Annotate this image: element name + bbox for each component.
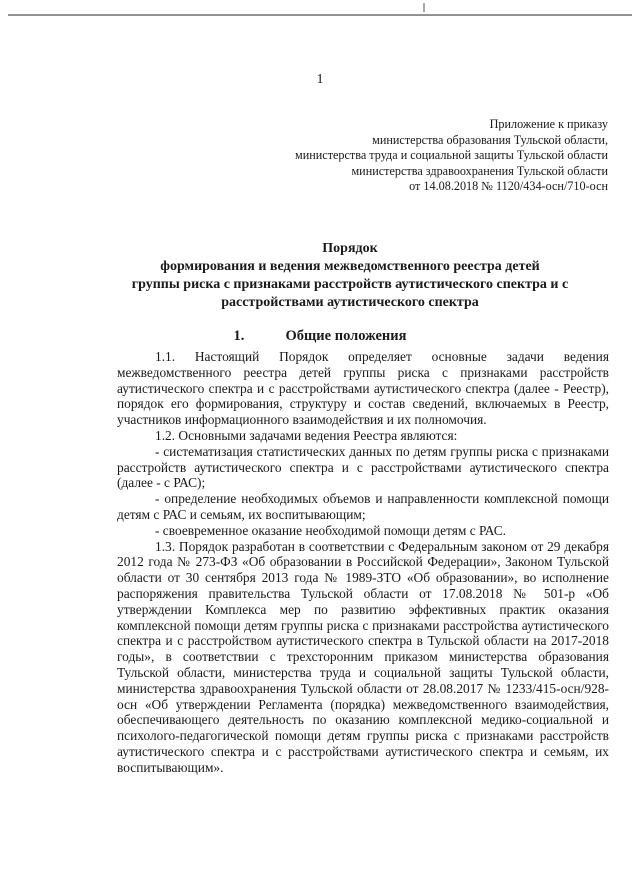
section-heading (0, 328, 640, 345)
paragraph: - определение необходимых объемов и направленности комплексной помощи детям с РАС и семьям, их воспитывающим; (117, 491, 609, 522)
approval-line: министерства образования Тульской области, (372, 132, 608, 147)
title-line: группы риска с признаками расстройств аутистического спектра и с (131, 277, 569, 292)
approval-line: от 14.08.2018 № 1120/434-осн/710-осн (409, 179, 608, 193)
approval-line: Приложение к приказу (489, 117, 608, 131)
section-title: Общие положения (285, 328, 407, 344)
paragraph: 1.1. Настоящий Порядок определяет основные задачи ведения межведомственного реестра детей группы риска с признаками расстройств аутистического спектра и с расстройствами аутистического спектра (далее - Реестр), порядок его формирования, структуру и состав сведений, включаемых в Реестр, участников информационного взаимодействия и их полномочия. (117, 349, 609, 428)
scan-border-line (8, 14, 632, 16)
paragraph: 1.3. Порядок разработан в соответствии с Федеральным законом от 29 декабря 2012 года № 273-ФЗ «Об образовании в Российской Федерации», Законом Тульской области от 30 сентября 2013 года № 1989-ЗТО «Об образовании», во исполнение распоряжения правительства Тульской области от 17.08.2018 № 501-р «Об утверждении Комплекса мер по развитию эффективных практик оказания комплексной помощи детям группы риска с признаками расстройства аутистического спектра и с расстройством аутистического спектра в Тульской области на 2017-2018 годы», в соответствии с трехсторонним приказом министерства образования Тульской области, министерства труда и социальной защиты Тульской области, министерства здравоохранения Тульской области от 28.08.2017 № 1233/415-осн/928-осн «Об утверждении Регламента (порядка) межведомственного взаимодействия, обеспечивающего деятельность по оказанию комплексной медико-социальной и психолого-педагогической помощи детям группы риска с признаками расстройств аутистического спектра и с расстройствами аутистического спектра и семьям, их воспитывающим». (117, 538, 609, 775)
page-number: 1 (316, 72, 324, 87)
title-line: Порядок (322, 241, 378, 256)
paragraph: - систематизация статистических данных по детям группы риска с признаками расстройств аутистического спектра и с расстройствами аутистического спектра (далее - с РАС); (117, 443, 609, 491)
document-title (90, 240, 610, 312)
title-line: расстройствами аутистического спектра (221, 295, 479, 310)
paragraph: 1.2. Основными задачами ведения Реестра являются: (155, 427, 458, 443)
document-body (117, 349, 609, 776)
approval-line: министерства труда и социальной защиты Тульской области (295, 148, 608, 162)
paragraph: - своевременное оказание необходимой помощи детям с РАС. (155, 522, 507, 538)
scan-mark (423, 3, 425, 12)
approval-line: министерства здравоохранения Тульской области (351, 163, 608, 178)
approval-block (295, 117, 608, 195)
section-number: 1. (233, 328, 245, 344)
title-line: формирования и ведения межведомственного реестра детей (160, 259, 540, 274)
